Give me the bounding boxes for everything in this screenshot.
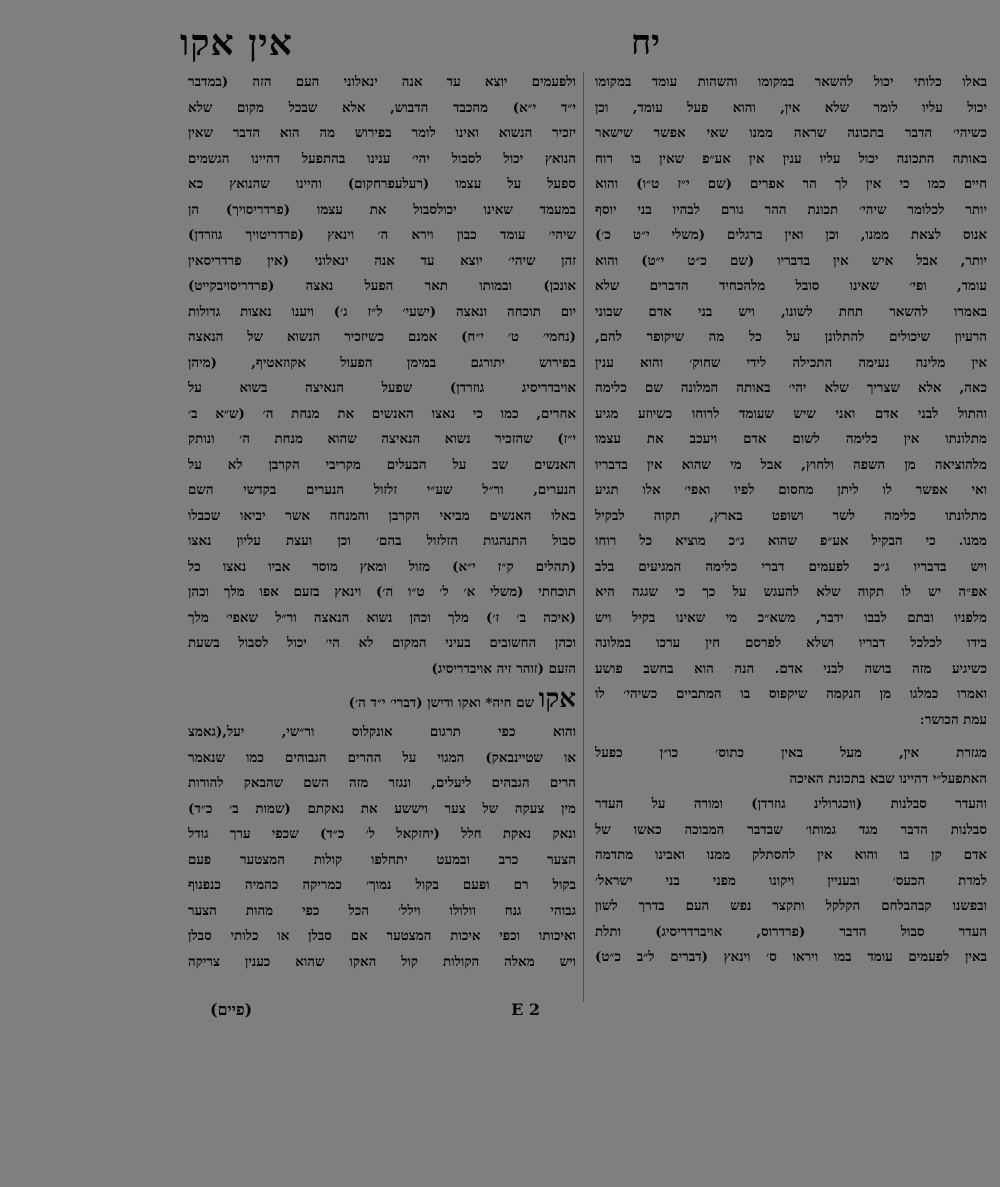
text-line: ואי אפשר לו ליתן מחסום לפיו ואפי׳ אלו תגיע [595,482,987,498]
running-head [180,18,660,68]
text-line: י״ד י״א) מהכבד הדבוש, אלא שבכל מקום שלא [188,99,576,116]
text-line: תוכחתי (משלי א׳ ל׳ ט״ו ה׳) וינאץ בזעם אפו מלך וכהן [188,584,576,600]
text-line: מגזרת אין, מעל באין כתוס׳ כו״ן כפעל [595,745,987,761]
text-line: מין צעקה של צער ויששע את נאקתם (שמות ב׳ כ״ד) [188,800,576,817]
text-line: או שטיינבאק) המגוי על ההרים הגבוהים כמו שנאמר [188,749,576,766]
text-line: (תהלים ק״ז י״א) מזול ומאץ מוסר אביו נאצו כל [188,558,576,575]
text-line: אדם קן בו והוא אין להסתלק ממנו ואבינו מתדמה [595,847,987,863]
text-line: י״ז) שהזכיר נשוא הנאיצה שהוא מנחת ה׳ ונותק [188,431,576,447]
text-line: יכול עליו לומר שלא אין, והוא פעל עומד, וכן [595,99,987,116]
text-line: שיהי׳ עומד כבון וירא ה׳ וינאץ (פרדריטויך גוזרדן) [188,227,576,243]
text-line: והוא כפי תרגום אונקלוס ור״שי, יעל,(גאמצ [188,724,576,740]
text-line: אפ״ה יש לו תקוה שלא להעגש על כך כי שגגה היא [595,584,987,600]
paragraph-gap [595,733,987,741]
text-line: באמרו להשאר תחת לשונו, ויש בני אדם שבוני [595,303,987,320]
text-line: יותר, אבל איש אין בדבריו (שם כ״ט י״ט) והוא [595,252,987,269]
text-line: ספעל על עצמו (רעלעפרחקום) והיינו שהנואץ כא [188,176,576,192]
text-line: הנואץ יכול לסבול יהי׳ ענינו בהתפעל דהיינו הגשמים [188,150,576,167]
column-divider [583,72,584,1002]
left-column [188,70,576,975]
text-line: ואיכותו וכפי איכות המצטער אם סבלן או כלותי סבלן [188,928,576,944]
text-line: וכהן החשובים בעיני המקום לא הי׳ יכול לסבול בשעת [188,635,576,651]
text-line: בקול רם ופעם בקול נמוך׳ כמריקה כהמיה כנפנוף [188,877,576,893]
text-line: מתלונתו אין כלימה לשום אדם ויעכב את עצמו [595,431,987,447]
text-line: ולפעמים יוצא עד אנה ינאלוני העם הזה (במדבר [188,74,576,90]
entry-headword: אקו [538,684,576,714]
text-line: כשיהי׳ הדבר בתכונה שראה ממנו שאי אפשר שישאר [595,125,987,141]
text-line: ובפשנו קבהבלחם הקלקל ותקצר נפש העם בדרך לשון [595,898,987,914]
text-line: הרעיון שיכולים להתלונן על כל מה שיקופר להם, [595,329,987,345]
text-line: זהן שיהי׳ יוצא עד אנה ינאלוני (אין פרדריסאין [188,252,576,269]
page-number: יח [630,23,660,63]
text-line: בידו לכלכל דבריו ושלא לפרסם חין ערכו במלונה [595,635,987,651]
text-line: (איכה ב׳ ז׳) מלך וכהן נשוא הנאצה ור״ל שאפי׳ מלך [188,609,576,626]
text-line: הזעם (זוהר זיה אויבדריסיג) [431,660,576,677]
text-line: אונכן) ובמותו תאר הפעל נאצה (פרדריסויבקייט) [188,278,576,294]
right-column [595,70,987,971]
text-line: למדת הכעס׳ ובעניין ויקונו מפני בני ישראל׳ [595,872,987,889]
text-line: האנשים שב על הבעלים מקריבי הקרבן לא על [188,456,576,473]
text-line: עומד, ופי׳ שאינו סובל מלהכחיד הדברים שלא [595,278,987,294]
text-line: (נחמי׳ ט׳ י״ח) אמנם כשיזכיר הנשוא של הנאצה [188,329,576,345]
text-line: העדר סבול הדבר (פרדרוס, אויברדריסיג) ותלת [595,923,987,940]
text-line: מתלונתו כלימה לשר ושופט בארץ, תקוה לבקיל [595,507,987,524]
text-line: והעדר סבלנות (ווכגרולינ גוזרדן) ומורה על העדר [595,796,987,812]
text-line: הנערים, ור״ל שע״י זלזול הנערים בקדשי השם [188,482,576,498]
text-line: ונאק נאקת חלל (יחזקאל ל׳ כ״ד) שכפי ערך גודל [188,826,576,842]
text-line: אויבדריסיג גוזרדן) שפעל הנאיצה בשוא על [188,380,576,396]
text-line: ממנו. כי הבקיל אע״פ שהוא ג״כ מוציא כל רוחו [595,533,987,549]
text-line: עמת הכושר ׃ [920,711,987,728]
text-line: ויש בדבריו ג״כ לפעמים דברי כלימה המגיעים בלב [595,558,987,575]
text-line: חיים כמו כי אין לך הר אפרים (שם י״ז ט״ו) והוא [595,176,987,192]
signature-mark: E 2 [511,1000,540,1019]
text-line: מלהוציאה מן השפה ולחוץ, אבל מי שהוא אין בדבריו [595,456,987,473]
text-line: מלפניו ובתם לבבו ידבר, משא״כ מי שאינו בקיל ויש [595,609,987,626]
text-line: אנוס לצאת ממנו, וכן ואין ברגלים (משלי י״ט כ׳) [595,227,987,243]
text-line: כשיגיע מזה בושה לבני אדם. הנה הוא בחשב פושע [595,660,987,677]
catchword: (פיים) [210,1000,253,1019]
page-footer [210,1000,580,1028]
text-line: סבול התנהגות הזלזול בהם׳ וכן ועצת עליון נאצו [188,533,576,549]
text-line: אין מלינה נעימה התכילה לידי שחוק׳ והוא ענין [595,354,987,371]
text-line: במעמד שאינו יכולסבול את עצמו (פרדריסויך) הן [188,201,576,218]
text-line: אחרים, כמו כי נאצו האנשים את מנחת ה׳ (ש״א ב׳ [188,405,576,422]
text-line: יזכיר הנשוא ואינו לומר בפירוש מה הוא הדבר שאין [188,125,576,141]
text-line: הצער כרב ובמעט יתחלפו קולות המצטער פעם [188,851,576,868]
text-line: יותר לכלומר שיהי׳ תכונת ההר גורם לבהיו בני יוסף [595,201,987,218]
entry-definition-start: שם חיה* ואקו ודישן (דברי׳ י״ד ה׳) [348,695,535,711]
text-line: סבלנות הדבר מגד גמותו׳ שבדבר המבוכה כאשו של [595,821,987,838]
text-line: באלו כלותי יכול להשאר במקומו והשהות עומד במקומו [595,74,987,90]
text-line: והתול לבני אדם ואני שיש שעומד לרוחו כשיוזע מגיע [595,405,987,422]
text-line: כאה, אלא שצריך שלא יהי׳ באותה המלונה שם כלימה [595,380,987,396]
entry-heading [188,682,576,720]
text-line: באין לפעמים עומד במו ויראו ס׳ וינאץ (דברים ל״ב כ״ט) [595,949,987,965]
text-line: בפירוש יתורגם במימן הפעול אקוזאטיף, (מיהן [188,354,576,371]
text-line: יום תוכחה ונאצה (ישעי׳ ל״ז ג׳) ויענו נאצות גדולות [188,303,576,320]
text-line: ואמרו כמלגו מן הנקמה שיקפוס בו המתביים כשיהי׳ לו [595,686,987,702]
text-line: באותה התכונה יכול עליו ענין אין אע״פ שאין בו רוח [595,150,987,167]
text-line: הרים הגבהים ליעלים, ונגזר מזה השם שהבאק להורות [188,775,576,791]
text-line: גבוהי גנח וולולו וילל׳ הכל כפי מהות הצער [188,902,576,919]
text-line: ויש מאלה הקולות קול האקו שהוא כענין צריקה [188,953,576,970]
text-line: האתפעל״י דהיינו שבא בתכונת האיכה [789,770,987,787]
running-headword: אין אקו [180,22,293,64]
text-line: באלו האנשים מביאי הקרבן והמנחה אשר יביאו שכבלו [188,507,576,524]
